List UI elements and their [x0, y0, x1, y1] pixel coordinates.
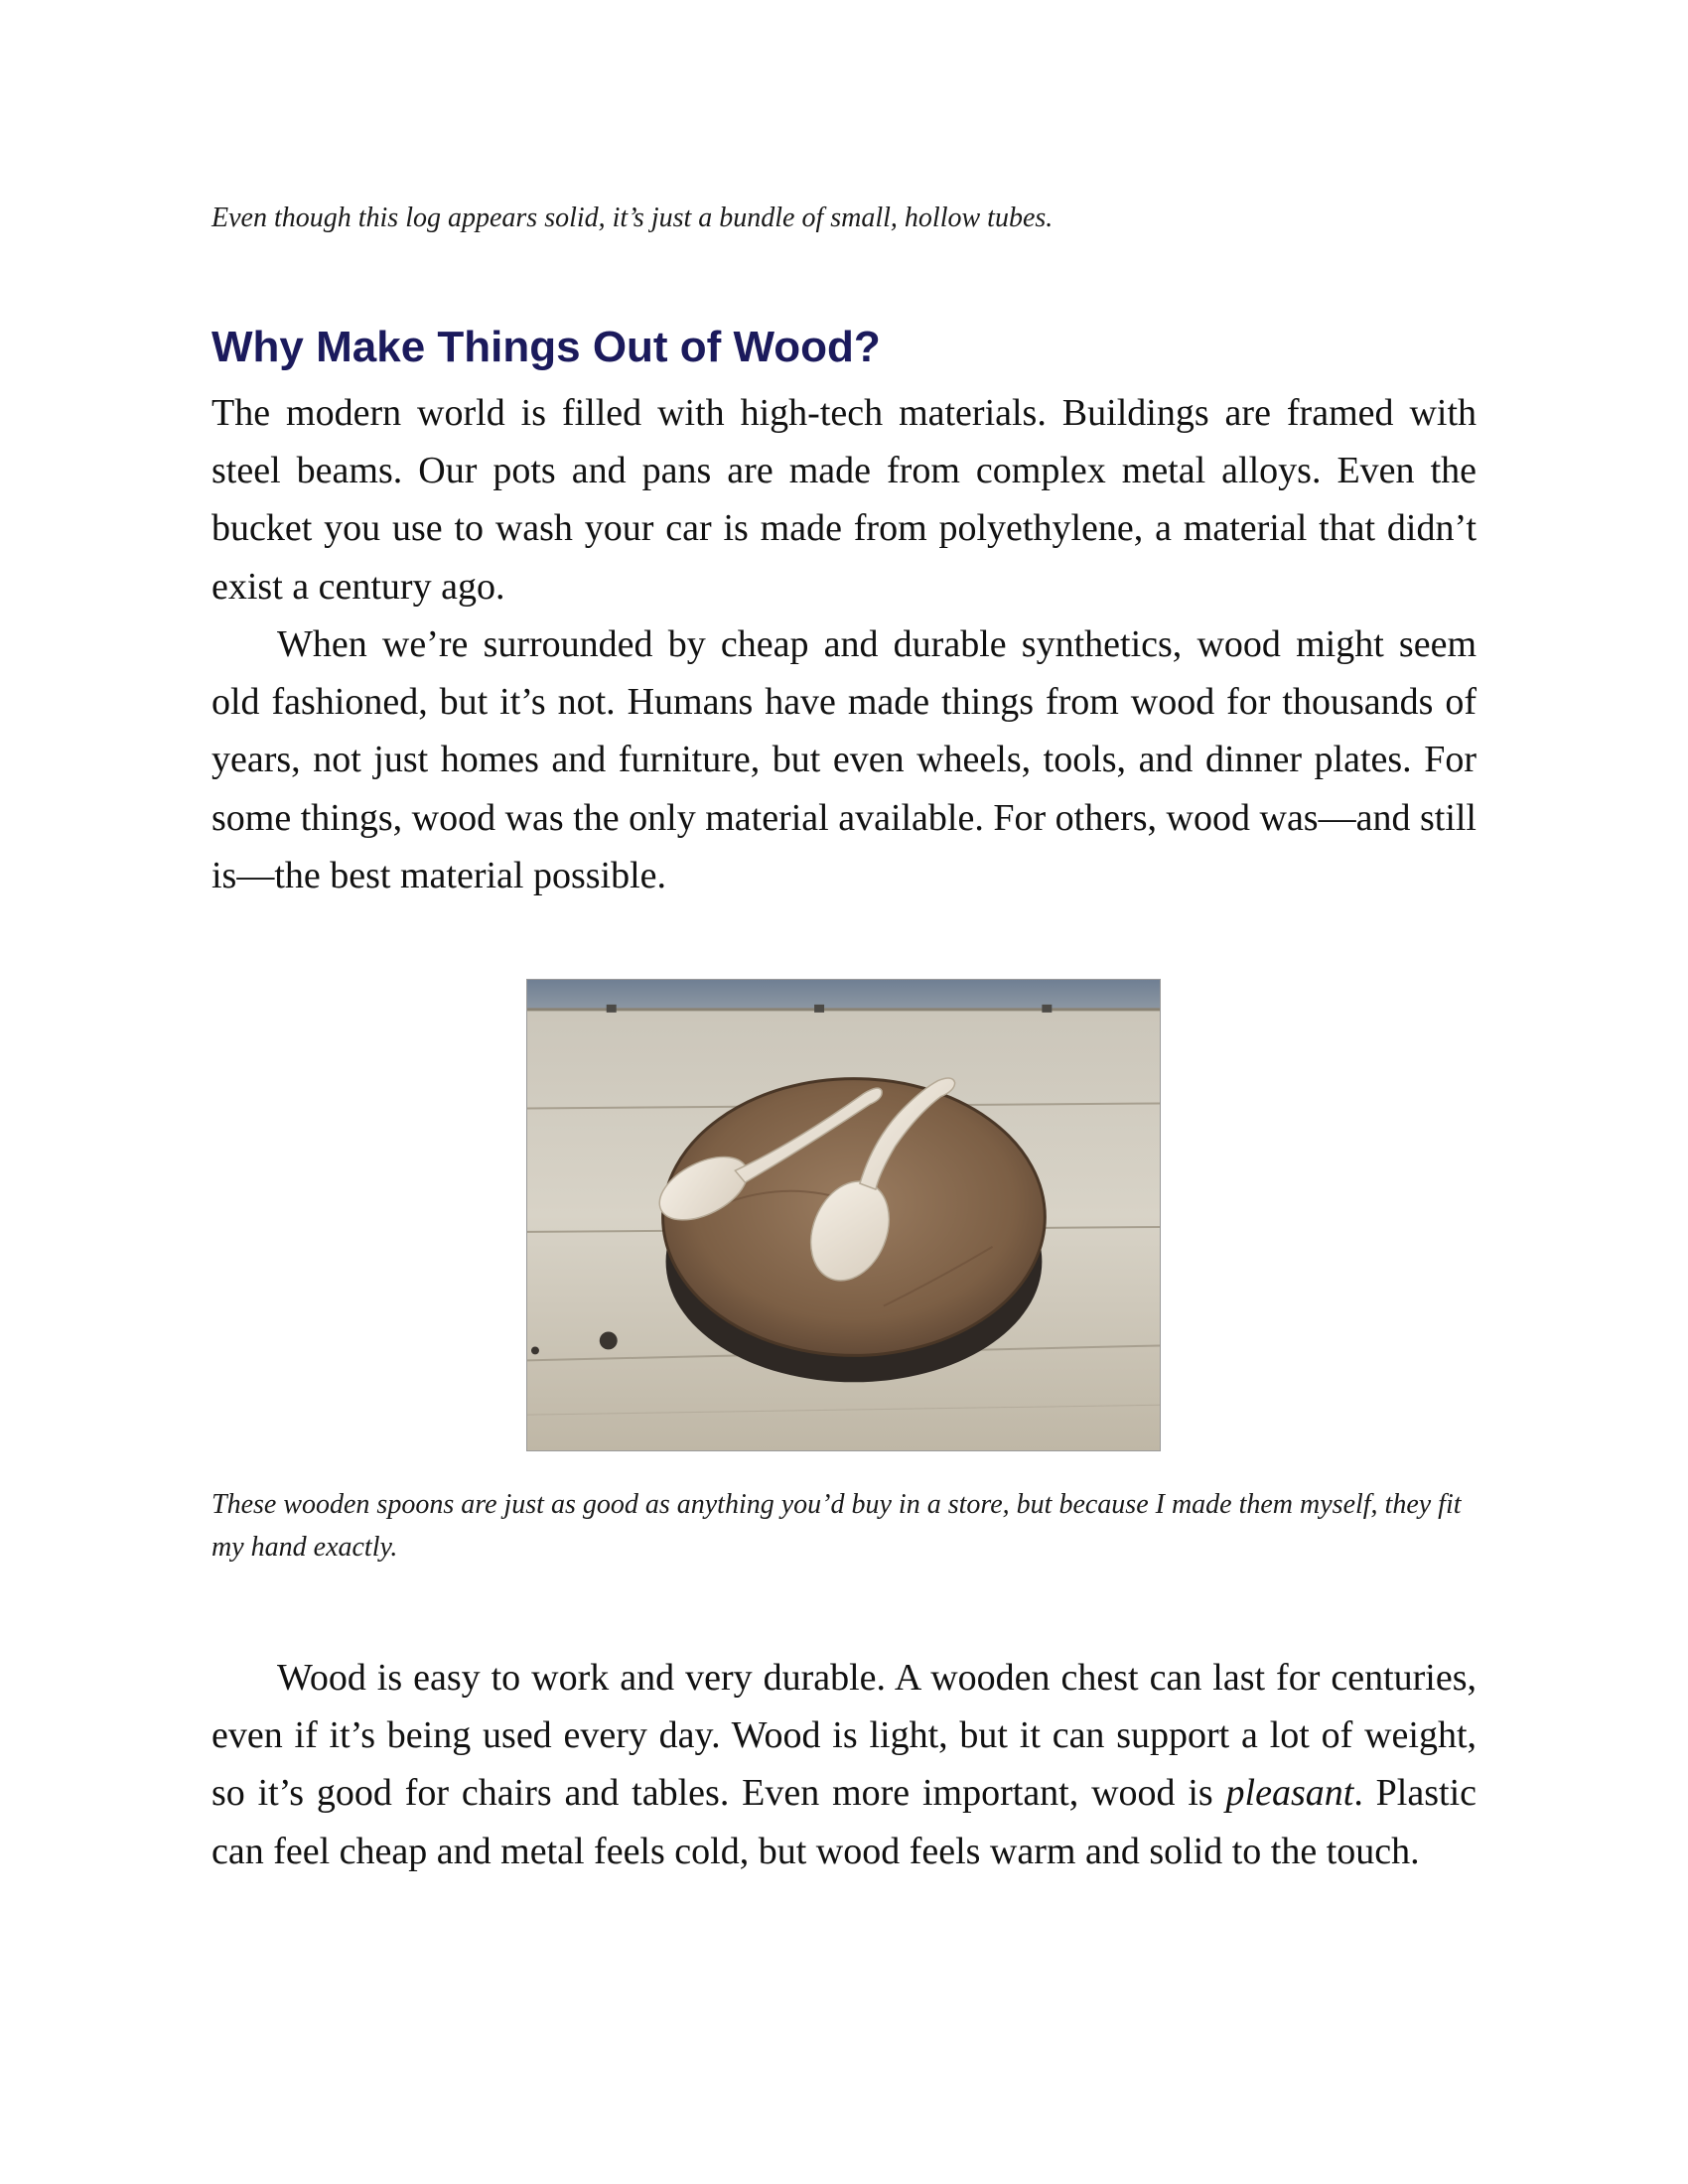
paragraph-2: When we’re surrounded by cheap and durable synthetics, wood might seem old fashioned, but it’s not. Humans have made things from wood for thousands of years, not just homes and furniture, but even wheels, tools, and dinner plates. For some things, wood was the only material available. For others, wood was—and still is—the best material possible.: [211, 623, 1477, 896]
paragraph-3-text-end: . Plastic can feel cheap and metal feels cold, but wood feels warm and solid to the touch.: [211, 1772, 1477, 1872]
paragraph-1: The modern world is filled with high-tech materials. Buildings are framed with steel beams. Our pots and pans are made from complex metal alloys. Even the bucket you use to wash your car is made from polyethylene, a material that didn’t exist a century ago.: [211, 392, 1477, 608]
pleasant-emphasis: pleasant: [1225, 1772, 1354, 1815]
spoons-caption: These wooden spoons are just as good as anything you’d buy in a store, but because I made them myself, they fit my hand exactly.: [211, 1489, 1462, 1563]
wooden-spoons-photo: [526, 979, 1161, 1451]
section-heading: Why Make Things Out of Wood?: [211, 323, 881, 371]
log-caption: Even though this log appears solid, it’s just a bundle of small, hollow tubes.: [211, 203, 1054, 233]
paragraph-3-text-start: Wood is easy to work and very durable. A wooden chest can last for centuries, even if it’s being used every day. Wood is light, but it can support a lot of weight, so it’s good for chairs and tables. Even more important, wood is: [211, 1657, 1477, 1815]
wooden-spoons-image: [527, 980, 1160, 1450]
paragraph-3: [211, 1649, 1477, 1880]
